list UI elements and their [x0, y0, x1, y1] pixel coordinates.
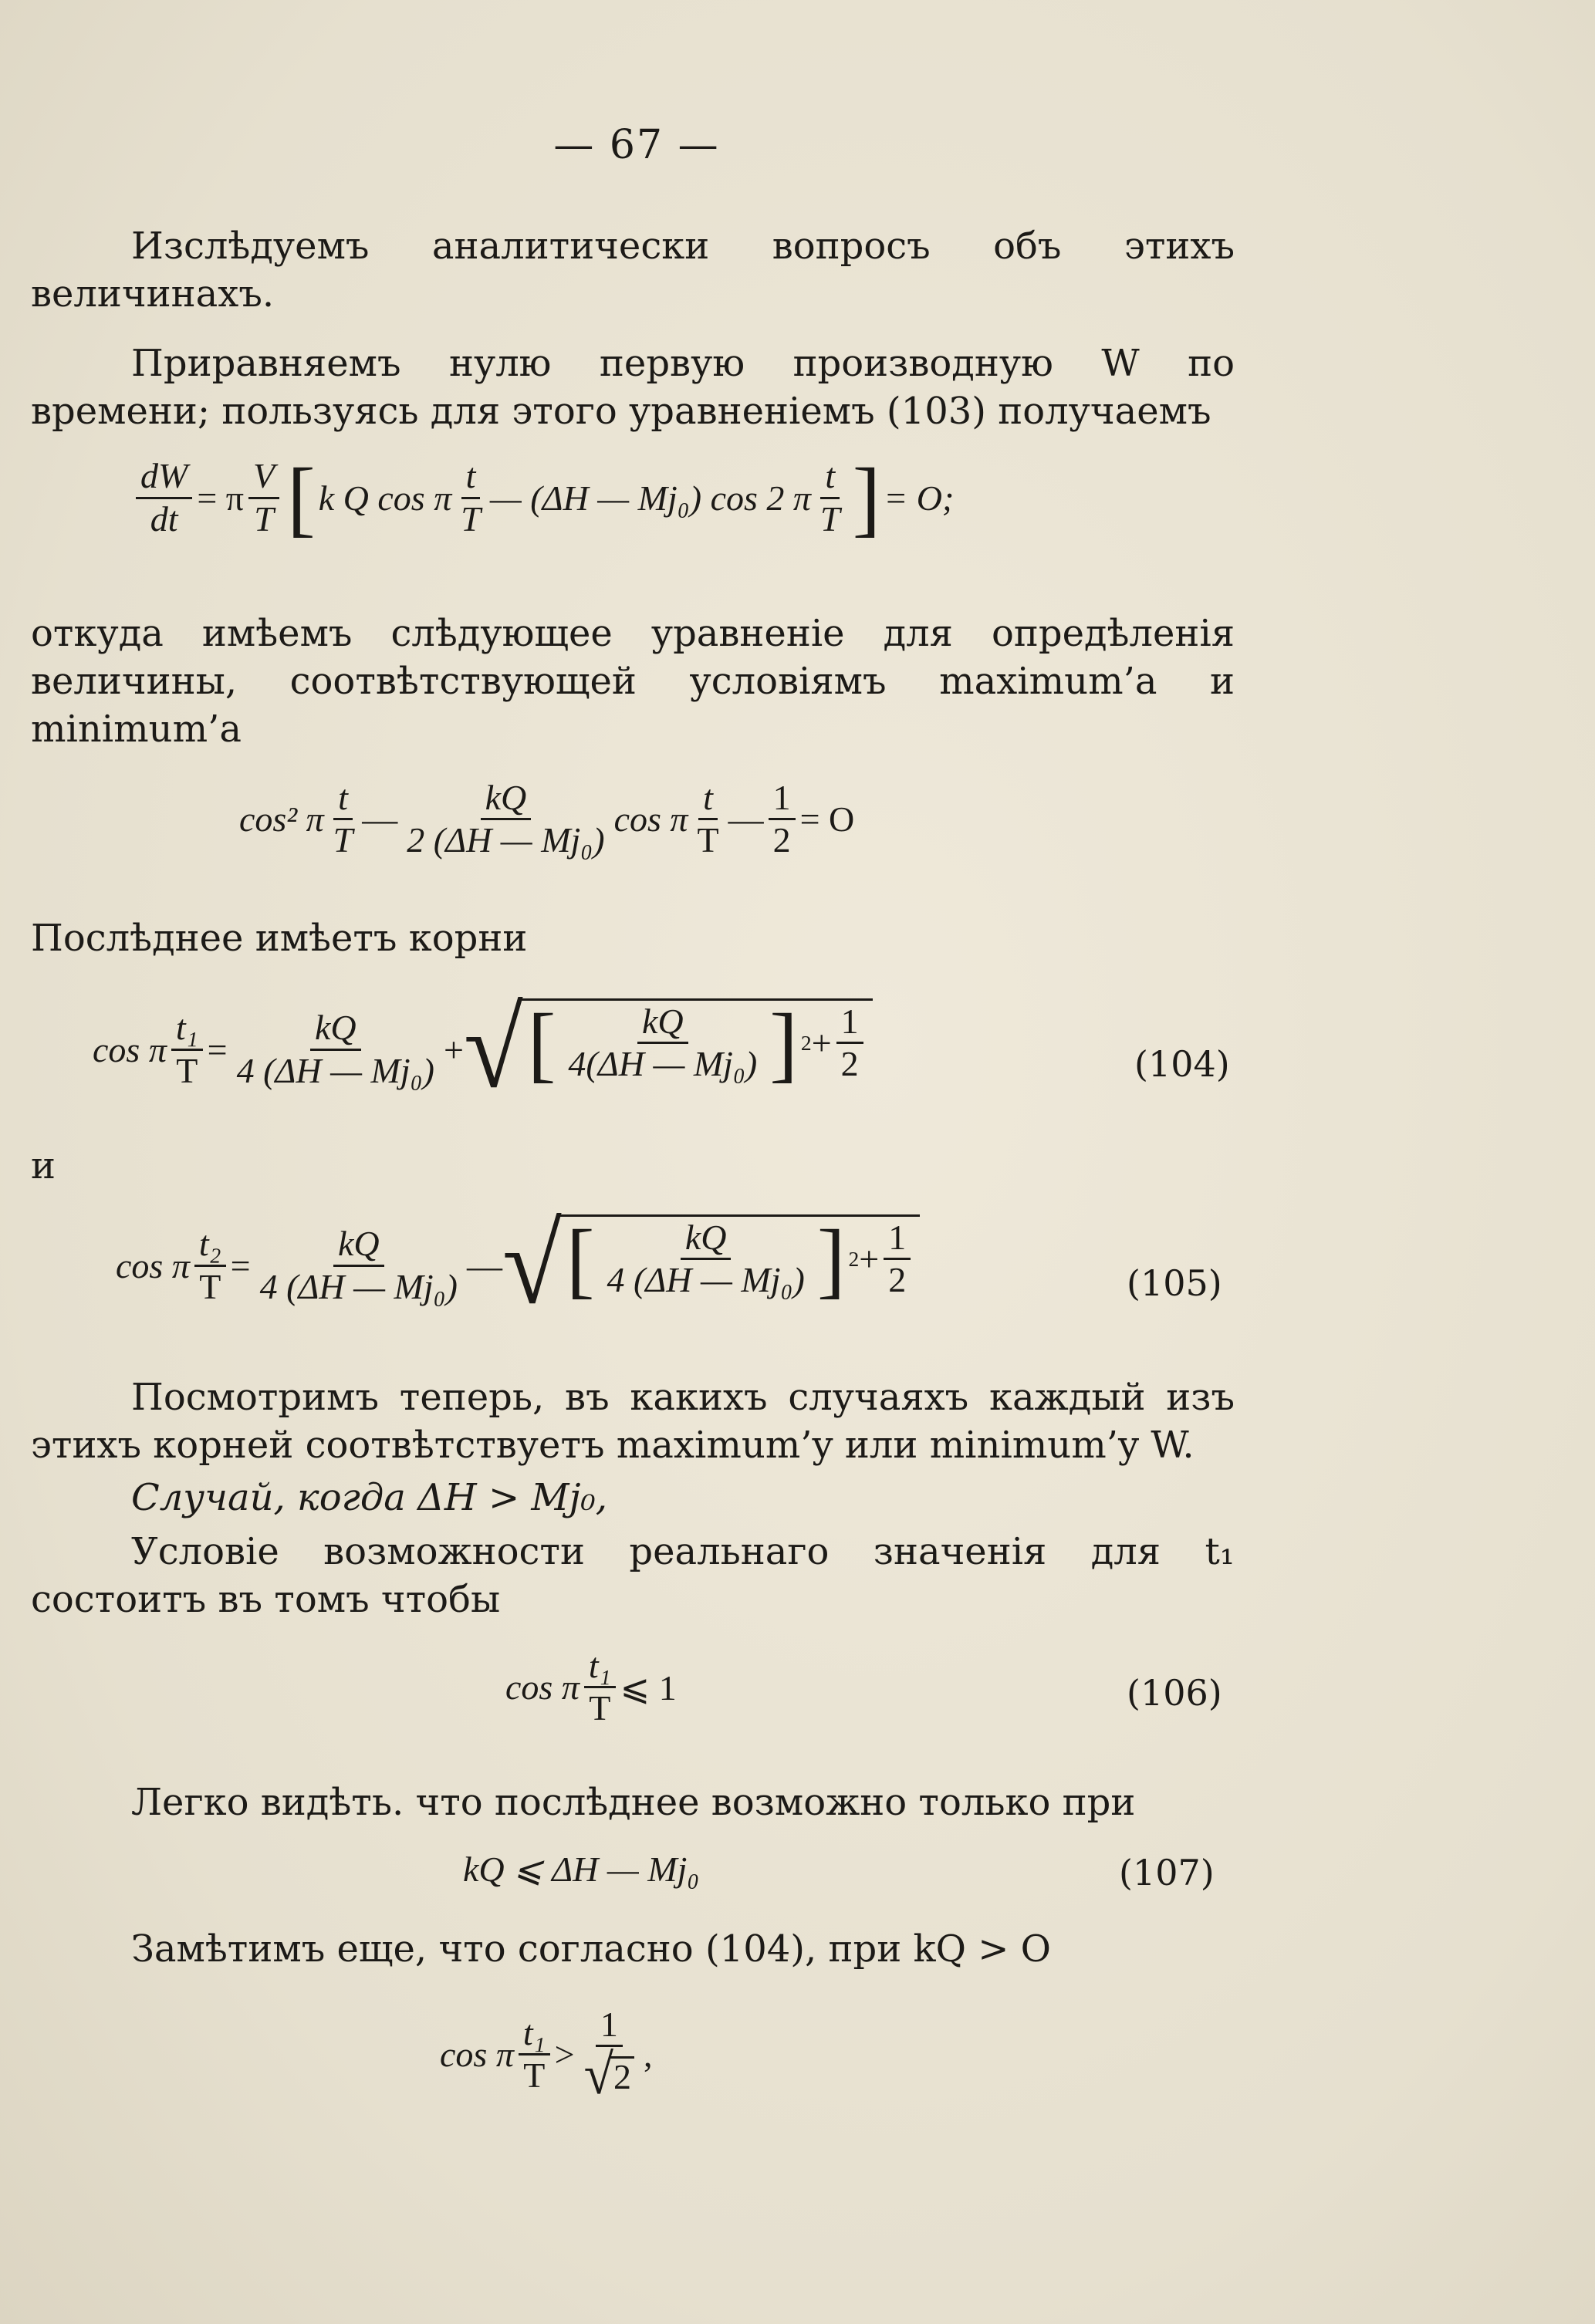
sqrt-symbol: √	[463, 986, 523, 1112]
equation-number-104: (104)	[1134, 1043, 1230, 1085]
equation-number-107: (107)	[1119, 1852, 1215, 1893]
sqrt-symbol: √	[502, 1202, 562, 1328]
paragraph-9: Легко видѣть. что послѣднее возможно только при	[131, 1781, 1136, 1824]
equation-dw-dt: $\frac{dW}{dt}$ = π $\frac{V}{T}$ [ k Q cos π $\frac{t}{T}$ — (ΔH — Mj₀) cos 2 π $\frac{t}{T}$ ] = O;	[131, 455, 954, 540]
equation-105: cos π $\frac{\text{t₂}}{T}$ = $\frac{kQ}{\text{4 (ΔH — Mj₀)}}$ — √ [ $\frac{kQ}{\text{4 (ΔH — Mj₀)}}$ ] 2 + $\frac{1}{2}$	[116, 1211, 920, 1319]
page-number: — 67 —	[553, 122, 720, 168]
paragraph-6: Посмотримъ теперь, въ какихъ случаяхъ каждый изъ этихъ корней соотвѣтствуетъ maximum’y или minimum’y W.	[31, 1376, 1235, 1467]
paragraph-7: Случай, когда ΔH > Mj₀,	[131, 1476, 607, 1519]
paragraph-4: Послѣднее имѣетъ корни	[31, 917, 528, 960]
fraction: $\frac{t}{T}$	[461, 456, 481, 539]
equation-number-106: (106)	[1127, 1672, 1222, 1714]
fraction: $\frac{t}{T}$	[819, 456, 840, 539]
equation-number-105: (105)	[1127, 1262, 1222, 1304]
equation-107: kQ ⩽ ΔH — Mj₀	[463, 1849, 700, 1889]
paragraph-3: откуда имѣемъ слѣдующее уравненіе для опредѣленія величины, соотвѣтствующей условіямъ maximum’a и minimum’a	[31, 612, 1235, 751]
equation-106: cos π $\frac{\text{t₁}}{T}$ ⩽ 1	[505, 1646, 677, 1728]
bleed-through-text	[1080, 247, 1574, 2022]
equation-104: cos π $\frac{\text{t₁}}{T}$ = $\frac{kQ}{\text{4 (ΔH — Mj₀)}}$ + √ [ $\frac{kQ}{\text{4(ΔH — Mj₀)}}$ ] 2 + $\frac{1}{2}$	[93, 995, 873, 1103]
equation-cos-squared: cos² π $\frac{t}{T}$ — $\frac{kQ}{\text{2 (ΔH — Mj₀)}}$ cos π $\frac{t}{T}$ — $\frac{1}{2}$ = O	[239, 778, 855, 860]
paragraph-2: Приравняемъ нулю первую производную W по времени; пользуясь для этого уравненіемъ (103) получаемъ	[31, 342, 1235, 433]
paragraph-8: Условіе возможности реальнаго значенія для t₁ состоитъ въ томъ чтобы	[31, 1530, 1235, 1621]
fraction: $\frac{dW}{dt}$	[136, 458, 192, 538]
paragraph-5: и	[31, 1144, 56, 1187]
equation-final: cos π $\frac{\text{t₁}}{T}$ > 1 √ 2 ,	[440, 2005, 653, 2107]
sqrt-symbol: √	[583, 2044, 614, 2107]
paragraph-10: Замѣтимъ еще, что согласно (104), при kQ > O	[131, 1927, 1052, 1971]
left-bracket: [	[287, 451, 316, 545]
paragraph-1: Изслѣдуемъ аналитически вопросъ объ этихъ величинахъ.	[31, 225, 1235, 316]
right-bracket: ]	[852, 451, 881, 545]
fraction: $\frac{V}{T}$	[248, 458, 279, 538]
